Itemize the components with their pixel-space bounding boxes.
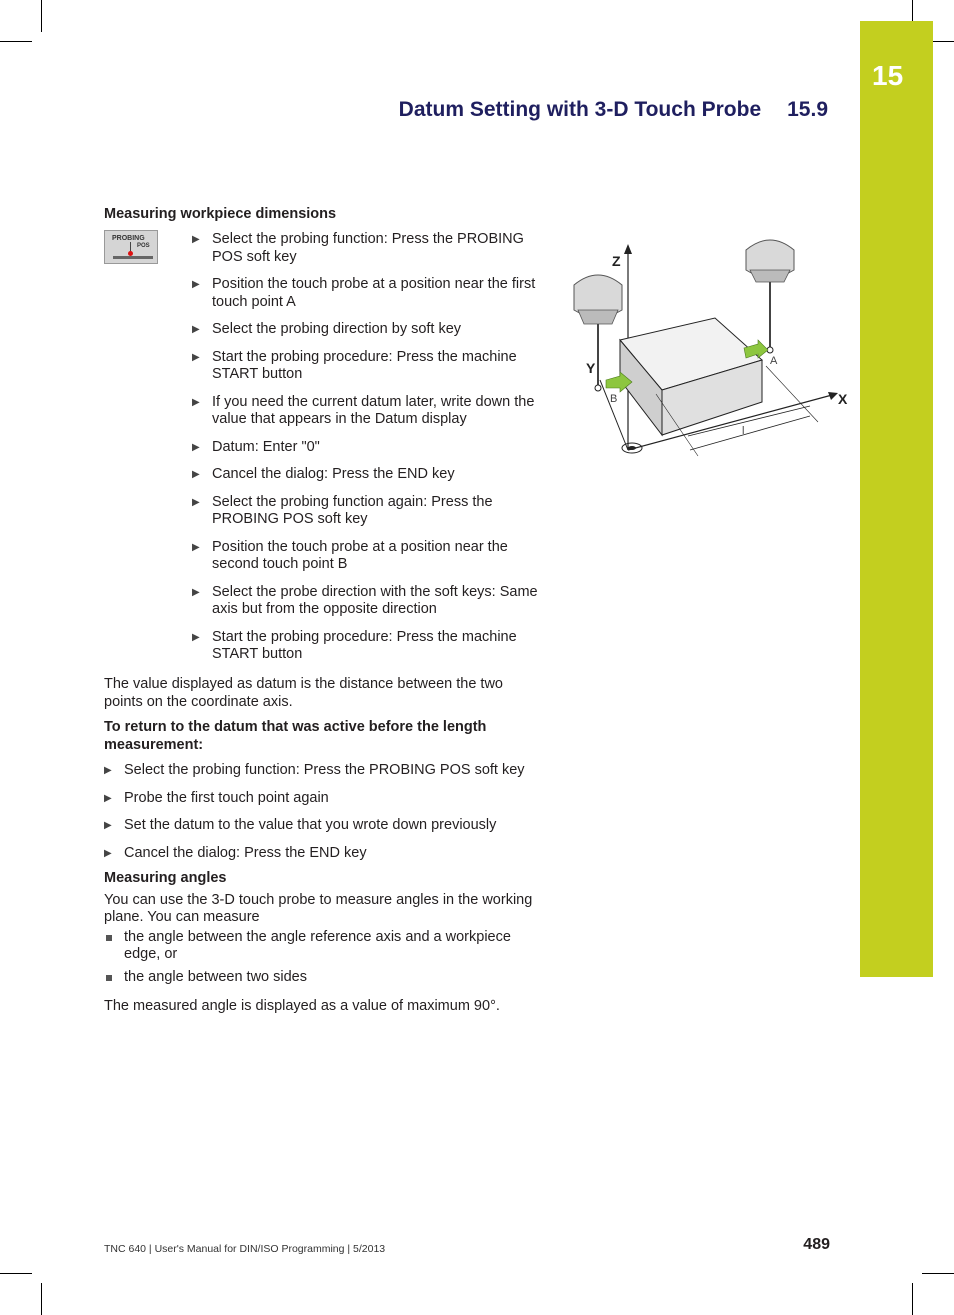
bullet-list-angles (104, 929, 544, 987)
section-title-dimensions: Measuring workpiece dimensions (104, 206, 337, 222)
arrow-icon: ▶ (192, 396, 200, 408)
body-text (104, 676, 544, 1024)
arrow-icon: ▶ (104, 765, 112, 776)
section-heading (104, 206, 544, 224)
list-item: ▶ Select the probing direction by soft key (192, 321, 462, 337)
arrow-icon: ▶ (192, 324, 200, 335)
crop-mark (922, 1273, 954, 1274)
bullet-square-icon (106, 935, 112, 941)
arrow-icon: ▶ (192, 279, 200, 290)
page-footer: TNC 640 | User's Manual for DIN/ISO Programming | 5/2013 (104, 1243, 386, 1255)
arrow-icon: ▶ (192, 351, 200, 363)
list-item: ▶ Probe the first touch point again (104, 789, 329, 806)
chapter-tab (860, 21, 933, 977)
softkey-label-1: PROBING (112, 235, 145, 242)
list-item: ▶ Select the probing function: Press the PROBING POS soft key (104, 762, 525, 778)
section-title-angles: Measuring angles (104, 870, 227, 886)
axis-label-z: Z (612, 253, 621, 269)
section-title-return: To return to the datum that was active before the length measurement: (104, 719, 487, 753)
arrow-icon: ▶ (104, 792, 112, 804)
probing-diagram (570, 230, 850, 470)
running-header (399, 98, 828, 122)
paragraph-max-angle: The measured angle is displayed as a value of maximum 90°. (104, 998, 500, 1014)
paragraph-datum-distance: The value displayed as datum is the distance between the two points on the coordinate axis. (104, 676, 503, 710)
list-item: ▶ Cancel the dialog: Press the END key (104, 844, 367, 861)
arrow-icon: ▶ (192, 631, 200, 643)
list-item: the angle between the angle reference axis and a workpiece edge, or (104, 929, 544, 964)
arrow-icon: ▶ (192, 441, 200, 453)
dimension-label-l: l (742, 425, 745, 437)
workpiece-bar-icon (113, 256, 153, 259)
list-item: ▶ Position the touch probe at a position near the second touch point B (192, 538, 508, 572)
crop-mark (0, 1273, 32, 1274)
list-item: ▶ Select the probing function: Press the PROBING POS soft key (192, 231, 524, 265)
bullet-square-icon (106, 975, 112, 981)
crop-mark (41, 1283, 42, 1315)
crop-mark (912, 1283, 913, 1315)
header-section: 15.9 (787, 98, 828, 121)
chapter-number: 15 (872, 60, 904, 91)
arrow-icon: ▶ (104, 820, 112, 831)
axis-label-y: Y (586, 360, 596, 376)
list-item: ▶ Datum: Enter "0" (192, 438, 320, 455)
list-item: ▶ Start the probing procedure: Press the machine START button (192, 348, 517, 382)
point-label-b: B (610, 393, 618, 405)
arrow-icon: ▶ (104, 847, 112, 859)
arrow-icon: ▶ (192, 469, 200, 480)
page-number: 489 (803, 1236, 830, 1253)
crop-mark (0, 41, 32, 42)
arrow-icon: ▶ (192, 586, 200, 598)
list-item: ▶ Position the touch probe at a position near the first touch point A (192, 276, 536, 310)
softkey-label-2: POS (137, 243, 150, 249)
list-item: ▶ Select the probing function again: Press the PROBING POS soft key (192, 493, 493, 527)
arrow-icon: ▶ (192, 496, 200, 508)
list-item: ▶ Cancel the dialog: Press the END key (192, 466, 455, 482)
list-item: ▶ Select the probe direction with the soft keys: Same axis but from the opposite direction (192, 583, 538, 617)
arrow-icon: ▶ (192, 234, 200, 245)
paragraph-angles-intro: You can use the 3-D touch probe to measure angles in the working plane. You can measure (104, 891, 533, 925)
list-item: ▶ Start the probing procedure: Press the machine START button (192, 628, 517, 662)
point-label-a: A (770, 355, 778, 367)
steps-list-dimensions (192, 231, 544, 674)
crop-mark (41, 0, 42, 32)
list-item: ▶ Set the datum to the value that you wrote down previously (104, 817, 497, 833)
arrow-icon: ▶ (192, 541, 200, 553)
list-item: the angle between two sides (104, 969, 544, 987)
steps-list-return (104, 762, 544, 862)
list-item: ▶ If you need the current datum later, write down the value that appears in the Datum display (192, 393, 535, 427)
probing-pos-softkey[interactable] (104, 230, 158, 264)
axis-label-x: X (838, 391, 848, 407)
header-title: Datum Setting with 3-D Touch Probe (398, 98, 762, 121)
